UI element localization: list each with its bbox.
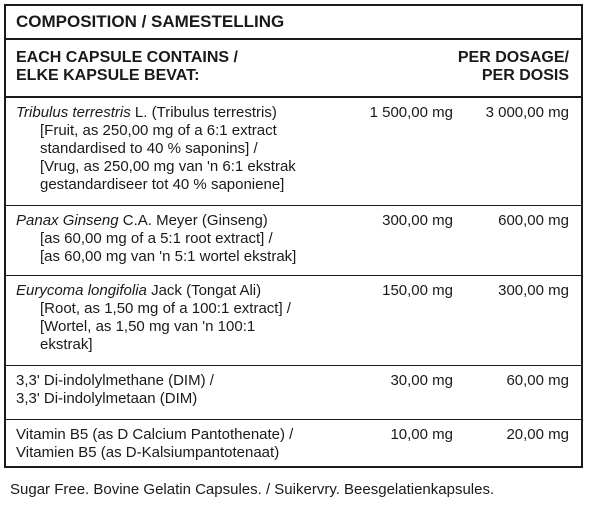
per-dosage-value: 3 000,00 mg (485, 104, 569, 121)
latin-name: Tribulus terrestris (16, 104, 131, 121)
ingredient-detail-line: [Root, as 1,50 mg of a 100:1 extract] / (40, 300, 291, 317)
ingredients-column-header (16, 49, 238, 85)
panel-title: COMPOSITION / SAMESTELLING (6, 6, 581, 40)
per-capsule-value: 300,00 mg (382, 212, 453, 229)
column-header (6, 40, 581, 98)
ingredient-description (16, 104, 346, 194)
ingredient-description (16, 372, 346, 408)
ingredient-detail-line: standardised to 40 % saponins] / (40, 140, 258, 157)
ingredient-detail-line: [as 60,00 mg van 'n 5:1 wortel ekstrak] (40, 248, 297, 265)
latin-name: Eurycoma longifolia (16, 282, 147, 299)
per-dosage-value: 600,00 mg (498, 212, 569, 229)
ingredient-name (16, 212, 346, 230)
header-right-line-2: PER DOSIS (481, 67, 569, 84)
common-name: C.A. Meyer (Ginseng) (118, 212, 268, 229)
ingredient-row-tribulus (6, 98, 581, 206)
ingredient-detail-line: [Fruit, as 250,00 mg of a 6:1 extract (40, 122, 277, 139)
per-capsule-value: 1 500,00 mg (369, 104, 453, 121)
common-name: Jack (Tongat Ali) (146, 282, 262, 299)
latin-name: Panax Ginseng (16, 212, 119, 229)
ingredient-name (16, 282, 346, 300)
ingredient-row-ginseng (6, 206, 581, 276)
ingredient-description (16, 282, 346, 354)
header-left-line-1: EACH CAPSULE CONTAINS / (16, 49, 238, 66)
per-capsule-value: 150,00 mg (382, 282, 453, 299)
ingredient-name-translation: 3,3' Di-indolylmetaan (DIM) (16, 390, 198, 407)
ingredient-detail-line: [as 60,00 mg of a 5:1 root extract] / (40, 230, 273, 247)
header-right-line-1: PER DOSAGE/ (457, 49, 569, 66)
dosage-column-header (458, 49, 569, 85)
ingredient-name-translation: Vitamien B5 (as D-Kalsiumpantotenaat) (16, 444, 280, 461)
common-name: L. (Tribulus terrestris) (130, 104, 277, 121)
ingredient-detail-line: ekstrak] (40, 336, 93, 353)
per-capsule-value: 30,00 mg (390, 372, 453, 389)
composition-panel (4, 4, 583, 468)
ingredient-name: 3,3' Di-indolylmethane (DIM) / (16, 372, 214, 389)
ingredient-detail-line: [Vrug, as 250,00 mg van 'n 6:1 ekstrak (40, 158, 296, 175)
ingredient-row-vitamin-b5 (6, 420, 581, 466)
ingredient-detail-line: [Wortel, as 1,50 mg van 'n 100:1 (40, 318, 256, 335)
ingredient-detail-line: gestandardiseer tot 40 % saponiene] (40, 176, 285, 193)
ingredient-row-dim (6, 366, 581, 420)
footer-note: Sugar Free. Bovine Gelatin Capsules. / Suikervry. Beesgelatienkapsules. (10, 481, 495, 498)
ingredient-name (16, 104, 346, 122)
header-left-line-2: ELKE KAPSULE BEVAT: (16, 67, 200, 84)
ingredient-description (16, 426, 356, 462)
per-capsule-value: 10,00 mg (390, 426, 453, 443)
ingredient-description (16, 212, 346, 266)
per-dosage-value: 20,00 mg (506, 426, 569, 443)
ingredient-row-eurycoma (6, 276, 581, 366)
ingredient-name: Vitamin B5 (as D Calcium Pantothenate) / (16, 426, 294, 443)
per-dosage-value: 300,00 mg (498, 282, 569, 299)
per-dosage-value: 60,00 mg (506, 372, 569, 389)
